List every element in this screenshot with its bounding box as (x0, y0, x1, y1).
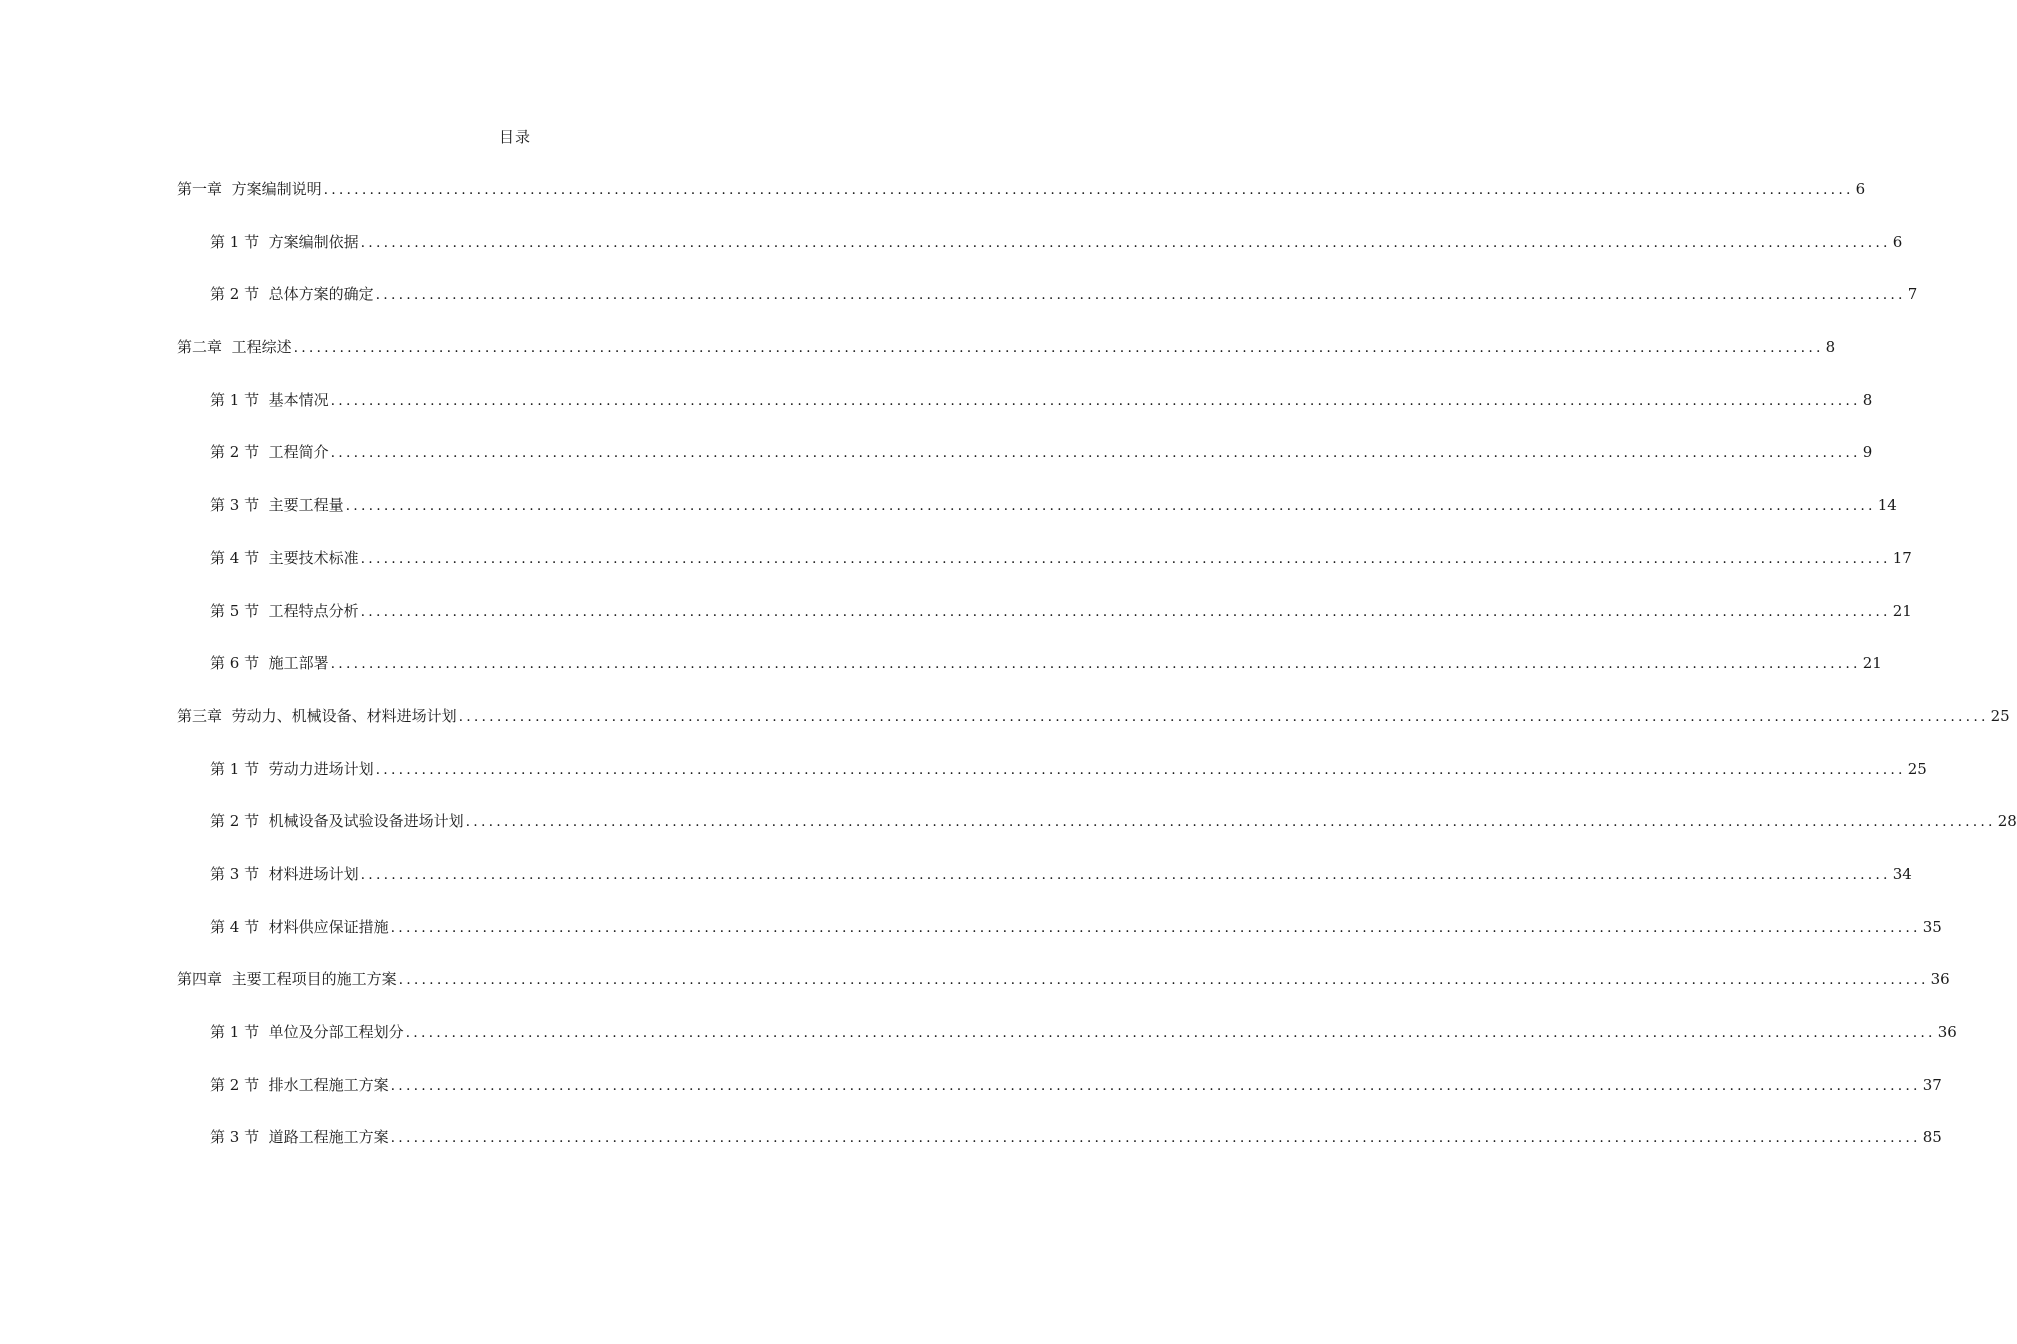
toc-entry-page-number: 8 (1825, 338, 1836, 357)
toc-dot-leader: ........................................................................................................................................................................................................ (293, 340, 1824, 357)
toc-dot-leader: ........................................................................................................................................................................................................ (405, 1025, 1936, 1041)
toc-entry-number: 第 2 节 (210, 285, 260, 304)
toc-entry-spacer (259, 494, 269, 516)
toc-section-entry[interactable] (177, 863, 1912, 916)
toc-entry-spacer (259, 600, 269, 622)
toc-entry-title: 主要技术标准 (268, 548, 359, 567)
toc-dot-leader: ........................................................................................................................................................................................................ (375, 761, 1906, 778)
toc-entry-spacer (259, 389, 269, 411)
toc-dot-leader: ........................................................................................................................................................................................................ (398, 972, 1929, 989)
toc-dot-leader: ........................................................................................................................................................................................................ (390, 919, 1921, 936)
toc-dot-leader: ........................................................................................................................................................................................................ (360, 234, 1891, 251)
toc-dot-leader: ........................................................................................................................................................................................................ (390, 1077, 1921, 1094)
toc-entry-number: 第 4 节 (210, 917, 260, 936)
toc-entry-title: 工程简介 (268, 443, 329, 462)
toc-entry-spacer (259, 283, 269, 305)
toc-chapter-entry[interactable] (177, 336, 1836, 389)
toc-entry-page-number: 6 (1855, 180, 1866, 198)
toc-entry-title: 方案编制说明 (231, 180, 322, 198)
toc-entry-title: 主要工程项目的施工方案 (231, 970, 397, 989)
toc-entry-spacer (222, 968, 232, 990)
toc-section-entry[interactable] (177, 494, 1897, 547)
toc-section-entry[interactable] (177, 1126, 1942, 1179)
toc-entry-number: 第 1 节 (210, 390, 260, 409)
toc-dot-leader: ........................................................................................................................................................................................................ (458, 708, 1989, 725)
toc-entry-number: 第 1 节 (210, 232, 260, 251)
toc-dot-leader: ........................................................................................................................................................................................................ (330, 445, 1861, 462)
toc-section-entry[interactable] (177, 758, 1927, 811)
toc-entry-spacer (259, 547, 269, 569)
toc-dot-leader: ........................................................................................................................................................................................................ (330, 656, 1861, 673)
toc-section-entry[interactable] (177, 652, 1882, 705)
toc-entry-page-number: 21 (1892, 601, 1912, 620)
toc-entry-title: 工程特点分析 (268, 601, 359, 620)
toc-entry-title: 方案编制依据 (268, 232, 359, 251)
toc-section-entry[interactable] (177, 231, 1903, 284)
toc-entry-number: 第 2 节 (210, 1075, 260, 1094)
toc-entry-spacer (259, 863, 269, 885)
toc-entry-number: 第 4 节 (210, 548, 260, 567)
toc-entry-page-number: 36 (1930, 970, 1950, 989)
toc-entry-spacer (259, 1126, 269, 1148)
toc-entry-page-number: 85 (1922, 1128, 1942, 1147)
toc-entry-number: 第 2 节 (210, 443, 260, 462)
toc-entry-title: 劳动力、机械设备、材料进场计划 (231, 706, 457, 725)
toc-dot-leader: ........................................................................................................................................................................................................ (360, 603, 1891, 620)
toc-entry-title: 劳动力进场计划 (268, 759, 374, 778)
toc-entry-spacer (259, 810, 269, 832)
toc-entry-page-number: 6 (1892, 232, 1903, 251)
toc-entry-title: 主要工程量 (268, 496, 344, 515)
toc-entry-number: 第三章 (177, 706, 223, 725)
toc-entry-title: 排水工程施工方案 (268, 1075, 389, 1094)
toc-dot-leader: ........................................................................................................................................................................................................ (465, 814, 1996, 831)
toc-entry-page-number: 36 (1937, 1023, 1957, 1041)
toc-section-entry[interactable] (177, 441, 1873, 494)
toc-dot-leader: ........................................................................................................................................................................................................ (323, 182, 1854, 198)
toc-entry-title: 总体方案的确定 (268, 285, 374, 304)
toc-entry-spacer (259, 652, 269, 674)
toc-entry-title: 单位及分部工程划分 (268, 1023, 404, 1041)
toc-entry-page-number: 7 (1907, 285, 1918, 304)
toc-dot-leader: ........................................................................................................................................................................................................ (375, 287, 1906, 304)
toc-entry-number: 第 3 节 (210, 496, 260, 515)
toc-entry-title: 工程综述 (231, 338, 292, 357)
toc-entry-number: 第 3 节 (210, 1128, 260, 1147)
toc-dot-leader: ........................................................................................................................................................................................................ (345, 498, 1876, 515)
toc-entry-spacer (259, 758, 269, 780)
toc-entry-title: 材料供应保证措施 (268, 917, 389, 936)
toc-entry-page-number: 37 (1922, 1075, 1942, 1094)
toc-dot-leader: ........................................................................................................................................................................................................ (330, 392, 1861, 409)
toc-dot-leader: ........................................................................................................................................................................................................ (360, 866, 1891, 883)
toc-entry-number: 第 1 节 (210, 759, 260, 778)
toc-entry-page-number: 34 (1892, 864, 1912, 883)
toc-entry-page-number: 8 (1862, 390, 1873, 409)
toc-entry-number: 第 6 节 (210, 654, 260, 673)
toc-entry-spacer (222, 336, 232, 358)
toc-section-entry[interactable] (177, 1021, 1957, 1074)
toc-dot-leader: ........................................................................................................................................................................................................ (390, 1130, 1921, 1147)
toc-entry-title: 道路工程施工方案 (268, 1128, 389, 1147)
toc-entry-spacer (259, 1021, 269, 1043)
toc-entry-spacer (259, 1074, 269, 1096)
toc-entry-page-number: 28 (1997, 812, 2017, 831)
toc-entry-title: 基本情况 (268, 390, 329, 409)
toc-entry-page-number: 25 (1907, 759, 1927, 778)
toc-chapter-entry[interactable] (177, 968, 1950, 1021)
toc-entry-spacer (259, 231, 269, 253)
toc-entry-page-number: 9 (1862, 443, 1873, 462)
toc-section-entry[interactable] (177, 547, 1912, 600)
toc-entry-page-number: 21 (1862, 654, 1882, 673)
toc-section-entry[interactable] (177, 600, 1912, 653)
toc-entry-title: 材料进场计划 (268, 864, 359, 883)
toc-entry-number: 第四章 (177, 970, 223, 989)
toc-entry-title: 机械设备及试验设备进场计划 (268, 812, 464, 831)
toc-section-entry[interactable] (177, 1074, 1942, 1127)
toc-section-entry[interactable] (177, 916, 1942, 969)
toc-entry-number: 第 2 节 (210, 812, 260, 831)
toc-chapter-entry[interactable] (177, 178, 1866, 231)
toc-section-entry[interactable] (177, 389, 1873, 442)
toc-entry-number: 第 1 节 (210, 1023, 260, 1041)
toc-section-entry[interactable] (177, 810, 2017, 863)
toc-entry-spacer (222, 705, 232, 727)
page-title: 目录 (498, 128, 531, 146)
toc-entry-title: 施工部署 (268, 654, 329, 673)
toc-entry-page-number: 14 (1877, 496, 1897, 515)
toc-entry-number: 第 3 节 (210, 864, 260, 883)
toc-entry-page-number: 17 (1892, 548, 1912, 567)
toc-entry-page-number: 35 (1922, 917, 1942, 936)
toc-entry-page-number: 25 (1990, 706, 2010, 725)
toc-entry-spacer (222, 178, 232, 200)
toc-entry-spacer (259, 441, 269, 463)
toc-dot-leader: ........................................................................................................................................................................................................ (360, 550, 1891, 567)
table-of-contents (177, 178, 2017, 1179)
toc-entry-spacer (259, 916, 269, 938)
toc-entry-number: 第 5 节 (210, 601, 260, 620)
toc-section-entry[interactable] (177, 283, 1918, 336)
toc-chapter-entry[interactable] (177, 705, 2010, 758)
toc-entry-number: 第二章 (177, 338, 223, 357)
toc-entry-number: 第一章 (177, 180, 223, 198)
